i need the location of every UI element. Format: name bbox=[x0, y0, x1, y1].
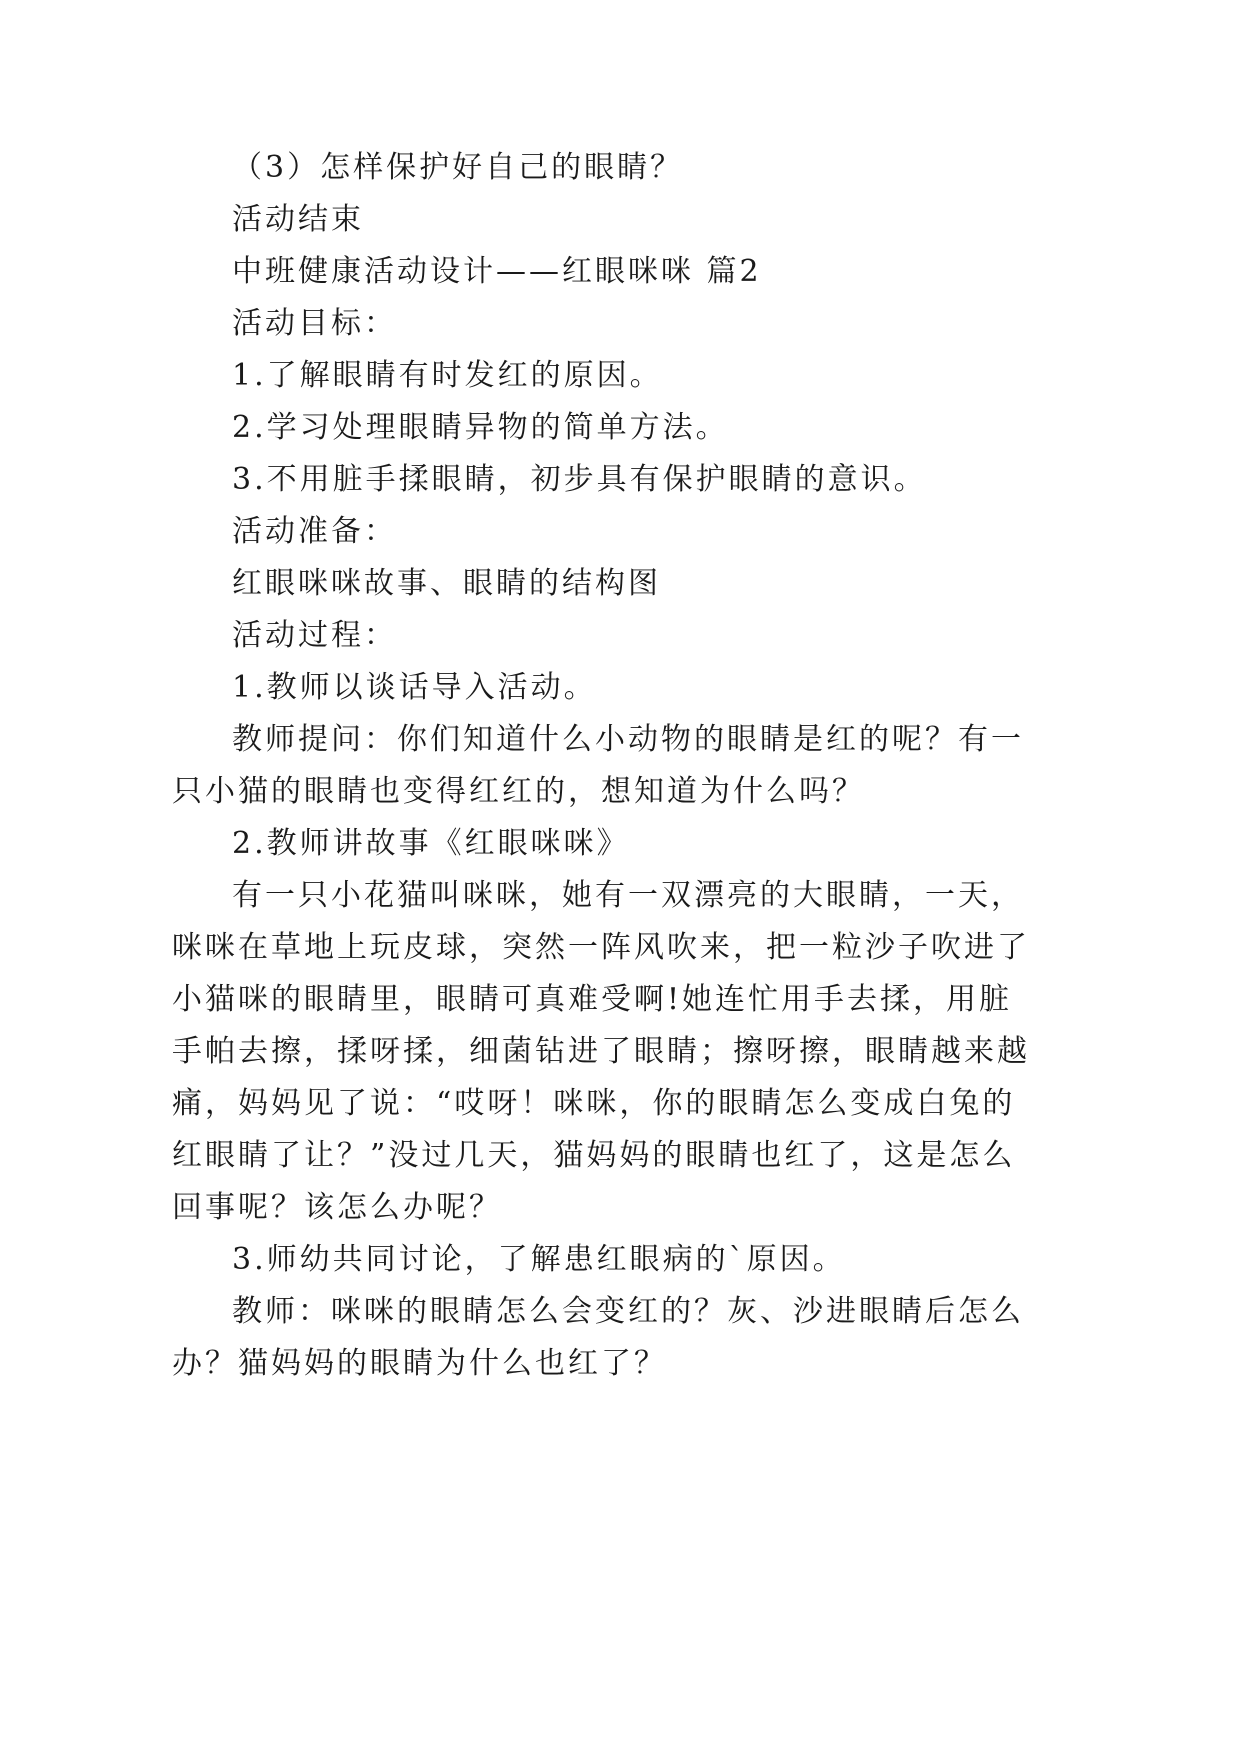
section-heading: 活动结束 bbox=[232, 202, 364, 237]
story-line: 手帕去擦，揉呀揉，细菌钻进了眼睛；擦呀擦，眼睛越来越 bbox=[172, 1034, 1030, 1069]
list-item: 2.教师讲故事《红眼咪咪》 bbox=[232, 826, 630, 861]
paragraph-line: 教师：咪咪的眼睛怎么会变红的？灰、沙进眼睛后怎么 bbox=[232, 1294, 1024, 1329]
paragraph-line: 只小猫的眼睛也变得红红的，想知道为什么吗？ bbox=[172, 774, 865, 809]
story-line: 有一只小花猫叫咪咪，她有一双漂亮的大眼睛，一天， bbox=[232, 878, 1024, 913]
story-line: 痛，妈妈见了说：“哎呀！咪咪，你的眼睛怎么变成白兔的 bbox=[172, 1086, 1016, 1121]
list-item: 2.学习处理眼睛异物的简单方法。 bbox=[232, 410, 729, 445]
story-line: 咪咪在草地上玩皮球，突然一阵风吹来，把一粒沙子吹进了 bbox=[172, 930, 1030, 965]
list-item: 1.了解眼睛有时发红的原因。 bbox=[232, 358, 663, 393]
section-heading: 活动过程： bbox=[232, 618, 397, 653]
story-line: 回事呢？该怎么办呢？ bbox=[172, 1190, 502, 1225]
document-title: 中班健康活动设计——红眼咪咪 篇2 bbox=[232, 254, 762, 289]
list-item: 3.师幼共同讨论，了解患红眼病的`原因。 bbox=[232, 1242, 846, 1277]
section-heading: 活动准备： bbox=[232, 514, 397, 549]
list-item: 1.教师以谈话导入活动。 bbox=[232, 670, 597, 705]
story-line: 红眼睛了让？”没过几天，猫妈妈的眼睛也红了，这是怎么 bbox=[172, 1138, 1016, 1173]
paragraph-line: 教师提问：你们知道什么小动物的眼睛是红的呢？有一 bbox=[232, 722, 1024, 757]
story-line: 小猫咪的眼睛里，眼睛可真难受啊!她连忙用手去揉，用脏 bbox=[172, 982, 1013, 1017]
paragraph-line: 红眼咪咪故事、眼睛的结构图 bbox=[232, 566, 661, 601]
section-heading: 活动目标： bbox=[232, 306, 397, 341]
list-item: 3.不用脏手揉眼睛，初步具有保护眼睛的意识。 bbox=[232, 462, 927, 497]
paragraph-line: 办？猫妈妈的眼睛为什么也红了？ bbox=[172, 1346, 667, 1381]
question-line: （3）怎样保护好自己的眼睛？ bbox=[232, 150, 684, 185]
